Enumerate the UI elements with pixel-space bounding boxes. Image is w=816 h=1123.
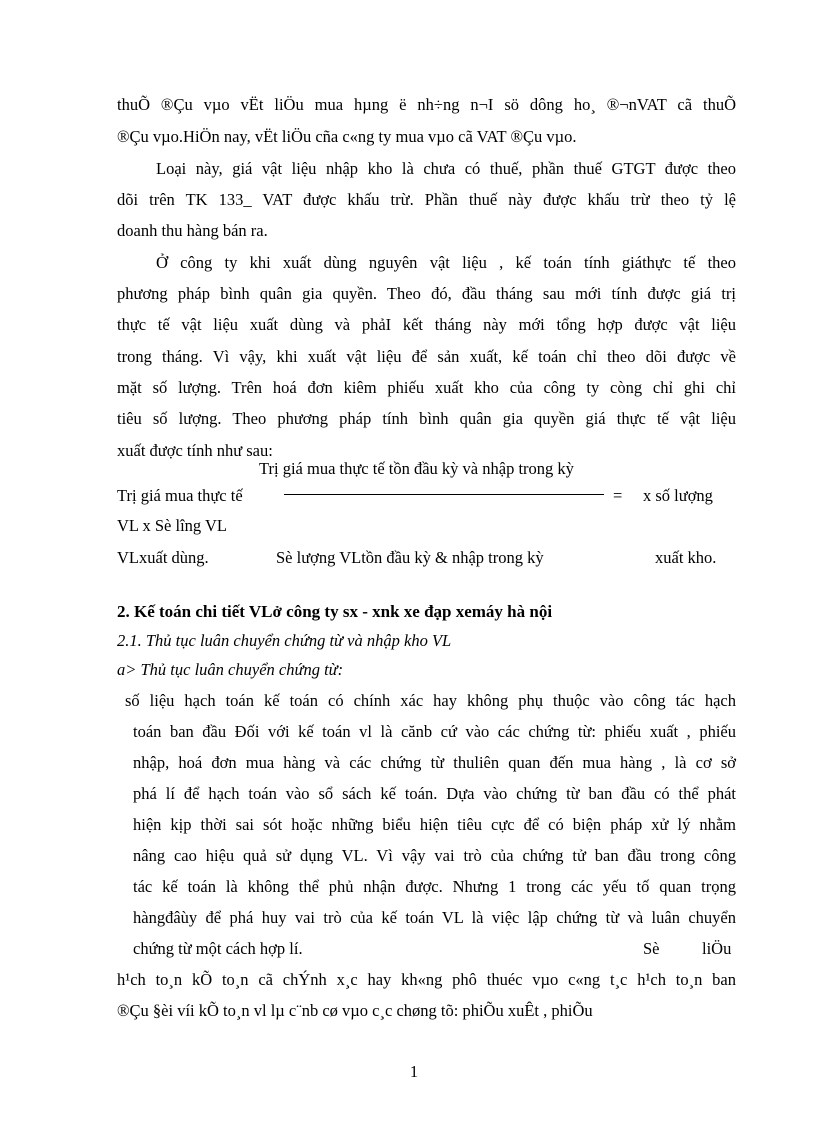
garbled-line: h¹ch to¸n kÕ to¸n cã chÝnh x¸c hay kh«ng phô thuéc vµo c«ng t¸c h¹ch to¸n ban — [117, 970, 736, 989]
text-line: thuÕ ®Çu vµo vËt liÖu mua hµng ë nh÷ng n¬I sö dông ho¸ ®¬nVAT cã thuÕ — [117, 95, 736, 114]
formula-right-label: x số lượng — [643, 486, 713, 505]
text-line: phương pháp bình quân gia quyền. Theo đó, đầu tháng sau mới tính được giá trị — [117, 284, 736, 303]
text-line: mặt số lượng. Trên hoá đơn kiêm phiếu xuất kho của công ty còng chỉ ghi chỉ — [117, 378, 736, 397]
text-line: ®Çu vµo.HiÖn nay, vËt liÖu cña c«ng ty mua vµo cã VAT ®Çu vµo. — [117, 127, 577, 146]
text-fragment: liÖu — [702, 939, 732, 958]
text-line: thực tế vật liệu xuất dùng và phảI kết tháng này mới tổng hợp được vật liệu — [117, 315, 736, 334]
text-line: Loại này, giá vật liệu nhập kho là chưa có thuế, phần thuế GTGT được theo — [156, 159, 736, 178]
text-line: nâng cao hiệu quả sử dụng VL. Vì vậy vai trò của chứng tử ban đầu trong công — [133, 846, 736, 865]
text-line: tác kế toán là không thể phủ nhận được. Nhưng 1 trong các yếu tố quan trọng — [133, 877, 736, 896]
text-line: số liệu hạch toán kế toán có chính xác hay không phụ thuộc vào công tác hạch — [125, 691, 736, 710]
page-number: 1 — [409, 1062, 419, 1081]
text-line: doanh thu hàng bán ra. — [117, 221, 268, 240]
formula-left-label: Trị giá mua thực tế — [117, 486, 243, 505]
fraction-bar — [284, 494, 604, 495]
text-line: chứng từ một cách hợp lí. — [133, 939, 303, 958]
formula-row3-right: xuất kho. — [655, 548, 717, 567]
formula-row2: VL x Sè lîng VL — [117, 516, 227, 535]
text-line: tiêu số lượng. Theo phương pháp tính bình quân gia quyền giá thực tế vật liệu — [117, 409, 736, 428]
formula-row3-left: VLxuất dùng. — [117, 548, 209, 567]
section-heading: 2. Kế toán chi tiết VLở công ty sx - xnk xe đạp xemáy hà nội — [117, 602, 553, 621]
subsection-heading: 2.1. Thủ tục luân chuyển chứng từ và nhập kho VL — [117, 631, 452, 650]
text-line: toán ban đầu Đối với kế toán vl là cănb cứ vào các chứng từ: phiếu xuất , phiếu — [133, 722, 736, 741]
text-fragment: Sè — [643, 939, 660, 958]
garbled-line: ®Çu §èi víi kÕ to¸n vl lµ c¨nb cø vµo c¸c chøng tõ: phiÕu xuÊt , phiÕu — [117, 1001, 593, 1020]
text-line: phá lí để hạch toán vào sổ sách kế toán. Dựa vào chứng từ ban đầu có thể phát — [133, 784, 736, 803]
formula-denominator: Sè lượng VLtồn đầu kỳ & nhập trong kỳ — [276, 548, 544, 567]
text-line: dõi trên TK 133_ VAT được khấu trừ. Phần thuế này được khấu trừ theo tỷ lệ — [117, 190, 736, 209]
formula-numerator: Trị giá mua thực tế tồn đầu kỳ và nhập trong kỳ — [259, 459, 574, 478]
formula-equals: = — [613, 486, 623, 505]
text-line: hiện kịp thời sai sót hoặc những biểu hiện tiêu cực để có biện pháp xử lý nhằm — [133, 815, 736, 834]
text-line: Ở công ty khi xuất dùng nguyên vật liệu , kế toán tính giáthực tế theo — [156, 253, 736, 272]
text-line: xuất được tính như sau: — [117, 441, 273, 460]
sub-subsection-heading: a> Thủ tục luân chuyển chứng từ: — [117, 660, 344, 679]
text-line: nhập, hoá đơn mua hàng và các chứng từ thuliên quan đến mua hàng , là cơ sở — [133, 753, 736, 772]
text-line: trong tháng. Vì vậy, khi xuất vật liệu để sản xuất, kế toán chỉ theo dõi được về — [117, 347, 736, 366]
text-line: hàngđâùy để phá huy vai trò của kế toán VL là việc lập chứng từ và luân chuyển — [133, 908, 736, 927]
